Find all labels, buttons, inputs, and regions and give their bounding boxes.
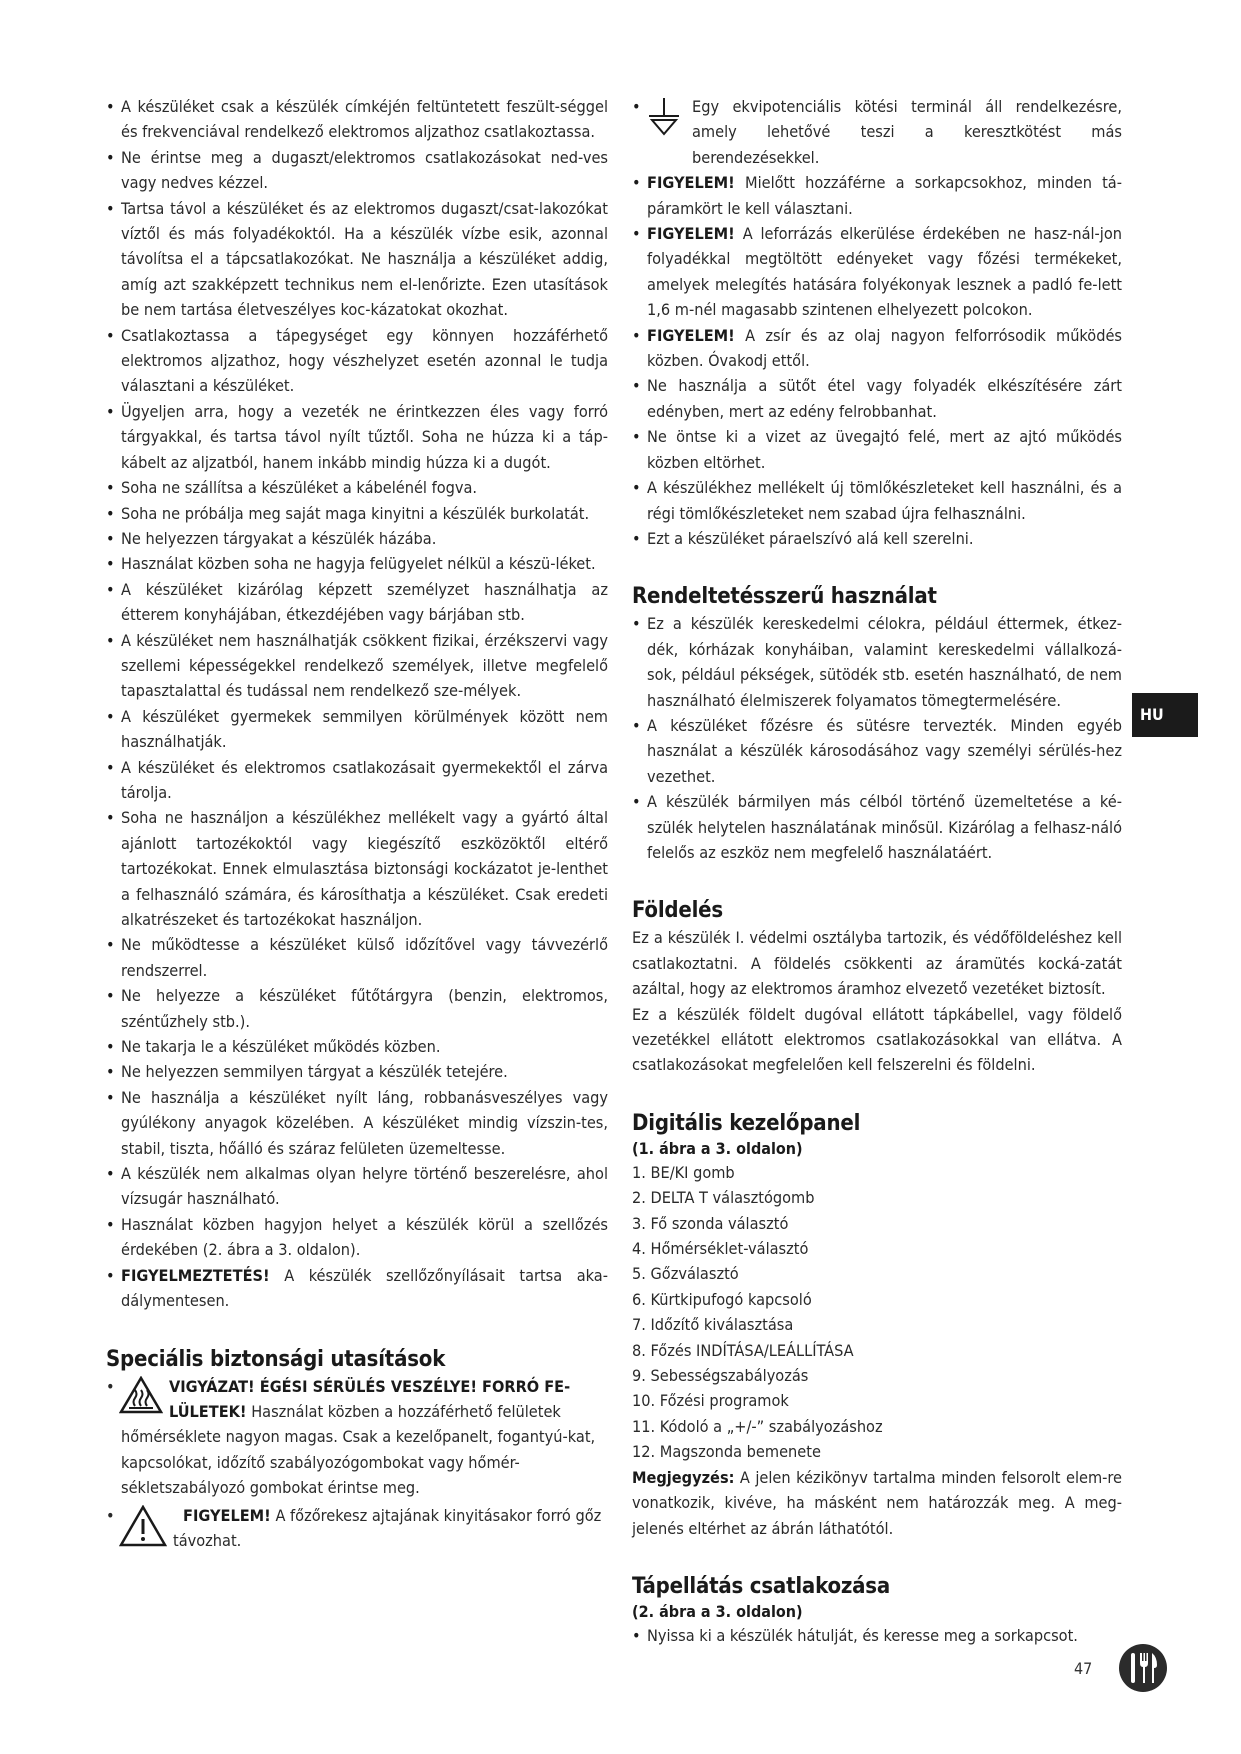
page-number: 47 <box>1074 1659 1093 1678</box>
brand-logo-icon <box>1118 1643 1168 1693</box>
list-item: • Egy ekvipotenciális kötési terminál áll rendelkezésre, amely lehetővé teszi a keresztkötést más berendezésekkel. <box>632 94 1122 170</box>
list-item: • Csatlakoztassa a tápegységet egy könnyen hozzáférhető elektromos aljzathoz, hogy vészhelyzet esetén azonnal le tudja választani a készüléket. <box>106 323 608 399</box>
warning-item: • FIGYELEM! A zsír és az olaj nagyon felforrósodik működés közben. Óvakodj ettől. <box>632 323 1122 374</box>
list-item: • A készülékhez mellékelt új tömlőkészleteket kell használni, és a régi tömlőkészleteket nem szabad újra felhasználni. <box>632 475 1122 526</box>
list-item: • Ne takarja le a készüléket működés közben. <box>106 1034 608 1059</box>
list-item: • Ne használja a sütőt étel vagy folyadék elkészítésére zárt edényben, mert az edény felrobbanhat. <box>632 373 1122 424</box>
list-item: • A készüléket kizárólag képzett személyzet használhatja az étterem konyhájában, étkezdéjében vagy bárjában stb. <box>106 577 608 628</box>
list-item: • A készülék nem alkalmas olyan helyre történő beszerelésre, ahol vízsugár használható. <box>106 1161 608 1212</box>
special-safety-heading: Speciális biztonsági utasítások <box>106 1346 446 1372</box>
list-item: 4. Hőmérséklet-választó <box>632 1239 809 1259</box>
equipotential-icon <box>646 96 682 136</box>
warning-item: • FIGYELEM! Mielőtt hozzáférne a sorkapcsokhoz, minden tá-páramkört le kell választani. <box>632 170 1122 221</box>
list-item: • Ne helyezzen tárgyakat a készülék házába. <box>106 526 608 551</box>
note-paragraph: Megjegyzés: A jelen kézikönyv tartalma minden felsorolt elem-re vonatkozik, kivéve, ha másként nem határozzák meg. A meg-jelenés eltérhet az ábrán láthatótól. <box>632 1467 1122 1538</box>
warning-list <box>632 170 1122 373</box>
power-connection-heading: Tápellátás csatlakozása <box>632 1573 891 1599</box>
control-panel-subheading: (1. ábra a 3. oldalon) <box>632 1138 803 1158</box>
warning-item: • FIGYELEM! A leforrázás elkerülése érdekében ne hasz-nál-jon folyadékkal megtöltött edényeket vagy főzési termékeket, amelyek melegítés hatására folyékonyak lesznek a padló fe-lett 1,6 m-nél magasabb szintenen elhelyezett polcokon. <box>632 221 1122 323</box>
list-item: 10. Főzési programok <box>632 1391 789 1411</box>
list-item: • Soha ne használjon a készülékhez mellékelt vagy a gyártó által ajánlott tartozékoktól vagy kiegészítő eszközöktől eltérő tartozékokat. Ennek elmulasztása biztonsági kockázatot je-lenthet a felhasználó számára, és károsíthatja a készüléket. Csak eredeti alkatrészeket és tartozékokat használjon. <box>106 805 608 932</box>
list-item: • Ne öntse ki a vizet az üvegajtó felé, mert az ajtó működés közben eltörhet. <box>632 424 1122 475</box>
list-item: • Ne működtesse a készüléket külső időzítővel vagy távvezérlő rendszerrel. <box>106 932 608 983</box>
left-column <box>106 94 608 1553</box>
list-item: • Ügyeljen arra, hogy a vezeték ne érintkezzen éles vagy forró tárgyakkal, és tartsa távol nyílt tűztől. Soha ne húzza ki a táp-kábelt az aljzatból, hanem inkább mindig húzza ki a dugót. <box>106 399 608 475</box>
list-item: 8. Főzés INDÍTÁSA/LEÁLLÍTÁSA <box>632 1340 854 1360</box>
control-panel-heading: Digitális kezelőpanel <box>632 1110 861 1136</box>
bullet-list <box>632 373 1122 551</box>
right-column <box>632 94 1122 1648</box>
list-item: • Ne helyezzen semmilyen tárgyat a készülék tetejére. <box>106 1059 608 1084</box>
list-item: • Tartsa távol a készüléket és az elektromos dugaszt/csat-lakozókat víztől és más folyadékoktól. Ha a készülék vízbe esik, azonnal távolítsa el a tápcsatlakozókat. Ne használja a készüléket addig, amíg azt szakképzett technikus nem el-lenőrizte. Ezen utasítások be nem tartása életveszélyes koc-kázatokat okozhat. <box>106 196 608 323</box>
list-item: 1. BE/KI gomb <box>632 1162 735 1182</box>
list-item: • Ne helyezze a készüléket fűtőtárgyra (benzin, elektromos, széntűzhely stb.). <box>106 983 608 1034</box>
hot-steam-warning: • FIGYELEM! A főzőrekesz ajtajának kinyitásakor forró gőz távozhat. <box>106 1505 602 1550</box>
list-item: • Ne használja a készüléket nyílt láng, robbanásveszélyes vagy gyúlékony anyagok közelében. A készüléket mindig vízszin-tes, stabil, tiszta, hőálló és száraz felületen üzemeltesse. <box>106 1085 608 1161</box>
list-item: 9. Sebességszabályozás <box>632 1366 809 1386</box>
list-item: 7. Időzítő kiválasztása <box>632 1315 794 1335</box>
hot-surface-icon <box>119 1376 163 1414</box>
list-item: • Soha ne szállítsa a készüléket a kábelénél fogva. <box>106 475 608 500</box>
list-item: • Használat közben hagyjon helyet a készülék körül a szellőzés érdekében (2. ábra a 3. oldalon). <box>106 1212 608 1263</box>
list-item: • A készülék bármilyen más célból történő üzemeltetése a ké-szülék helytelen használatának minősül. Kizárólag a felhasz-náló felelős az eszköz nem megfelelő használatáért. <box>632 789 1122 865</box>
grounding-paragraph-2: Ez a készülék földelt dugóval ellátott tápkábellel, vagy földelő vezetékkel ellátott elektromos csatlakozásokkal van ellátva. A csatlakozásokat megfelelően kell felszerelni és földelni. <box>632 1004 1122 1075</box>
list-item: 2. DELTA T választógomb <box>632 1188 815 1208</box>
warning-triangle-icon <box>119 1505 167 1547</box>
intended-use-heading: Rendeltetésszerű használat <box>632 584 937 610</box>
safety-bullet-list-tail <box>106 1263 608 1314</box>
list-item: 12. Magszonda bemenete <box>632 1442 821 1462</box>
grounding-paragraph-1: Ez a készülék I. védelmi osztályba tartozik, és védőföldeléshez kell csatlakoztatni. A földelés csökkenti az áramütés kocká-zatát azáltal, hogy az elektromos áramhoz elvezető vezetéket biztosít. <box>632 928 1122 999</box>
grounding-heading: Földelés <box>632 898 723 924</box>
control-panel-list <box>632 1160 1122 1465</box>
list-item: 3. Fő szonda választó <box>632 1213 789 1233</box>
intended-use-list <box>632 611 1122 865</box>
list-item: • A készüléket nem használhatják csökkent fizikai, érzékszervi vagy szellemi képességekkel rendelkező személyek, illetve megfelelő tapasztalattal és tudással nem rendelkező sze-mélyek. <box>106 628 608 704</box>
power-connection-subheading: (2. ábra a 3. oldalon) <box>632 1601 803 1621</box>
list-item: • A készüléket csak a készülék címkéjén feltüntetett feszült-séggel és frekvenciával rendelkező elektromos aljzathoz csatlakoztassa. <box>106 94 608 145</box>
safety-bullet-list <box>106 94 608 1263</box>
list-item: • Használat közben soha ne hagyja felügyelet nélkül a készü-léket. <box>106 551 608 576</box>
list-item: • Ez a készülék kereskedelmi célokra, például éttermek, étkez-dék, kórházak konyháiban, valamint kereskedelmi vállalkozá-sok, például pékségek, sütödék stb. esetén használható, de nem használható élelmiszerek folyamatos tömegtermelésére. <box>632 611 1122 713</box>
list-item: 6. Kürtkipufogó kapcsoló <box>632 1289 812 1309</box>
list-item: • Nyissa ki a készülék hátulját, és keresse meg a sorkapcsot. <box>632 1623 1122 1648</box>
hot-surface-warning: • VIGYÁZAT! ÉGÉSI SÉRÜLÉS VESZÉLYE! FORRÓ FE-LÜLETEK! Használat közben a hozzáférhető felületek hőmérséklete nagyon magas. Csak a kezelőpanelt, fogantyú-kat, kapcsolókat, időzítő szabályozógombokat vagy hőmér-sékletszabályozó gombokat érintse meg. <box>106 1376 596 1498</box>
list-item: • FIGYELMEZTETÉS! A készülék szellőzőnyílásait tartsa aka-dálymentesen. <box>106 1263 608 1314</box>
list-item: • Soha ne próbálja meg saját maga kinyitni a készülék burkolatát. <box>106 501 608 526</box>
list-item: 5. Gőzválasztó <box>632 1264 739 1284</box>
list-item: • A készüléket gyermekek semmilyen körülmények között nem használhatják. <box>106 704 608 755</box>
list-item: 11. Kódoló a „+/-” szabályozáshoz <box>632 1416 883 1436</box>
language-tab: HU <box>1132 693 1198 737</box>
list-item: • A készüléket és elektromos csatlakozásait gyermekektől el zárva tárolja. <box>106 755 608 806</box>
power-connection-list <box>632 1623 1122 1648</box>
list-item: • A készüléket főzésre és sütésre tervezték. Minden egyéb használat a készülék károsodásához vagy személyi sérülés-hez vezethet. <box>632 713 1122 789</box>
list-item: • Ne érintse meg a dugaszt/elektromos csatlakozásokat ned-ves vagy nedves kézzel. <box>106 145 608 196</box>
list-item: • Ezt a készüléket páraelszívó alá kell szerelni. <box>632 526 1122 551</box>
